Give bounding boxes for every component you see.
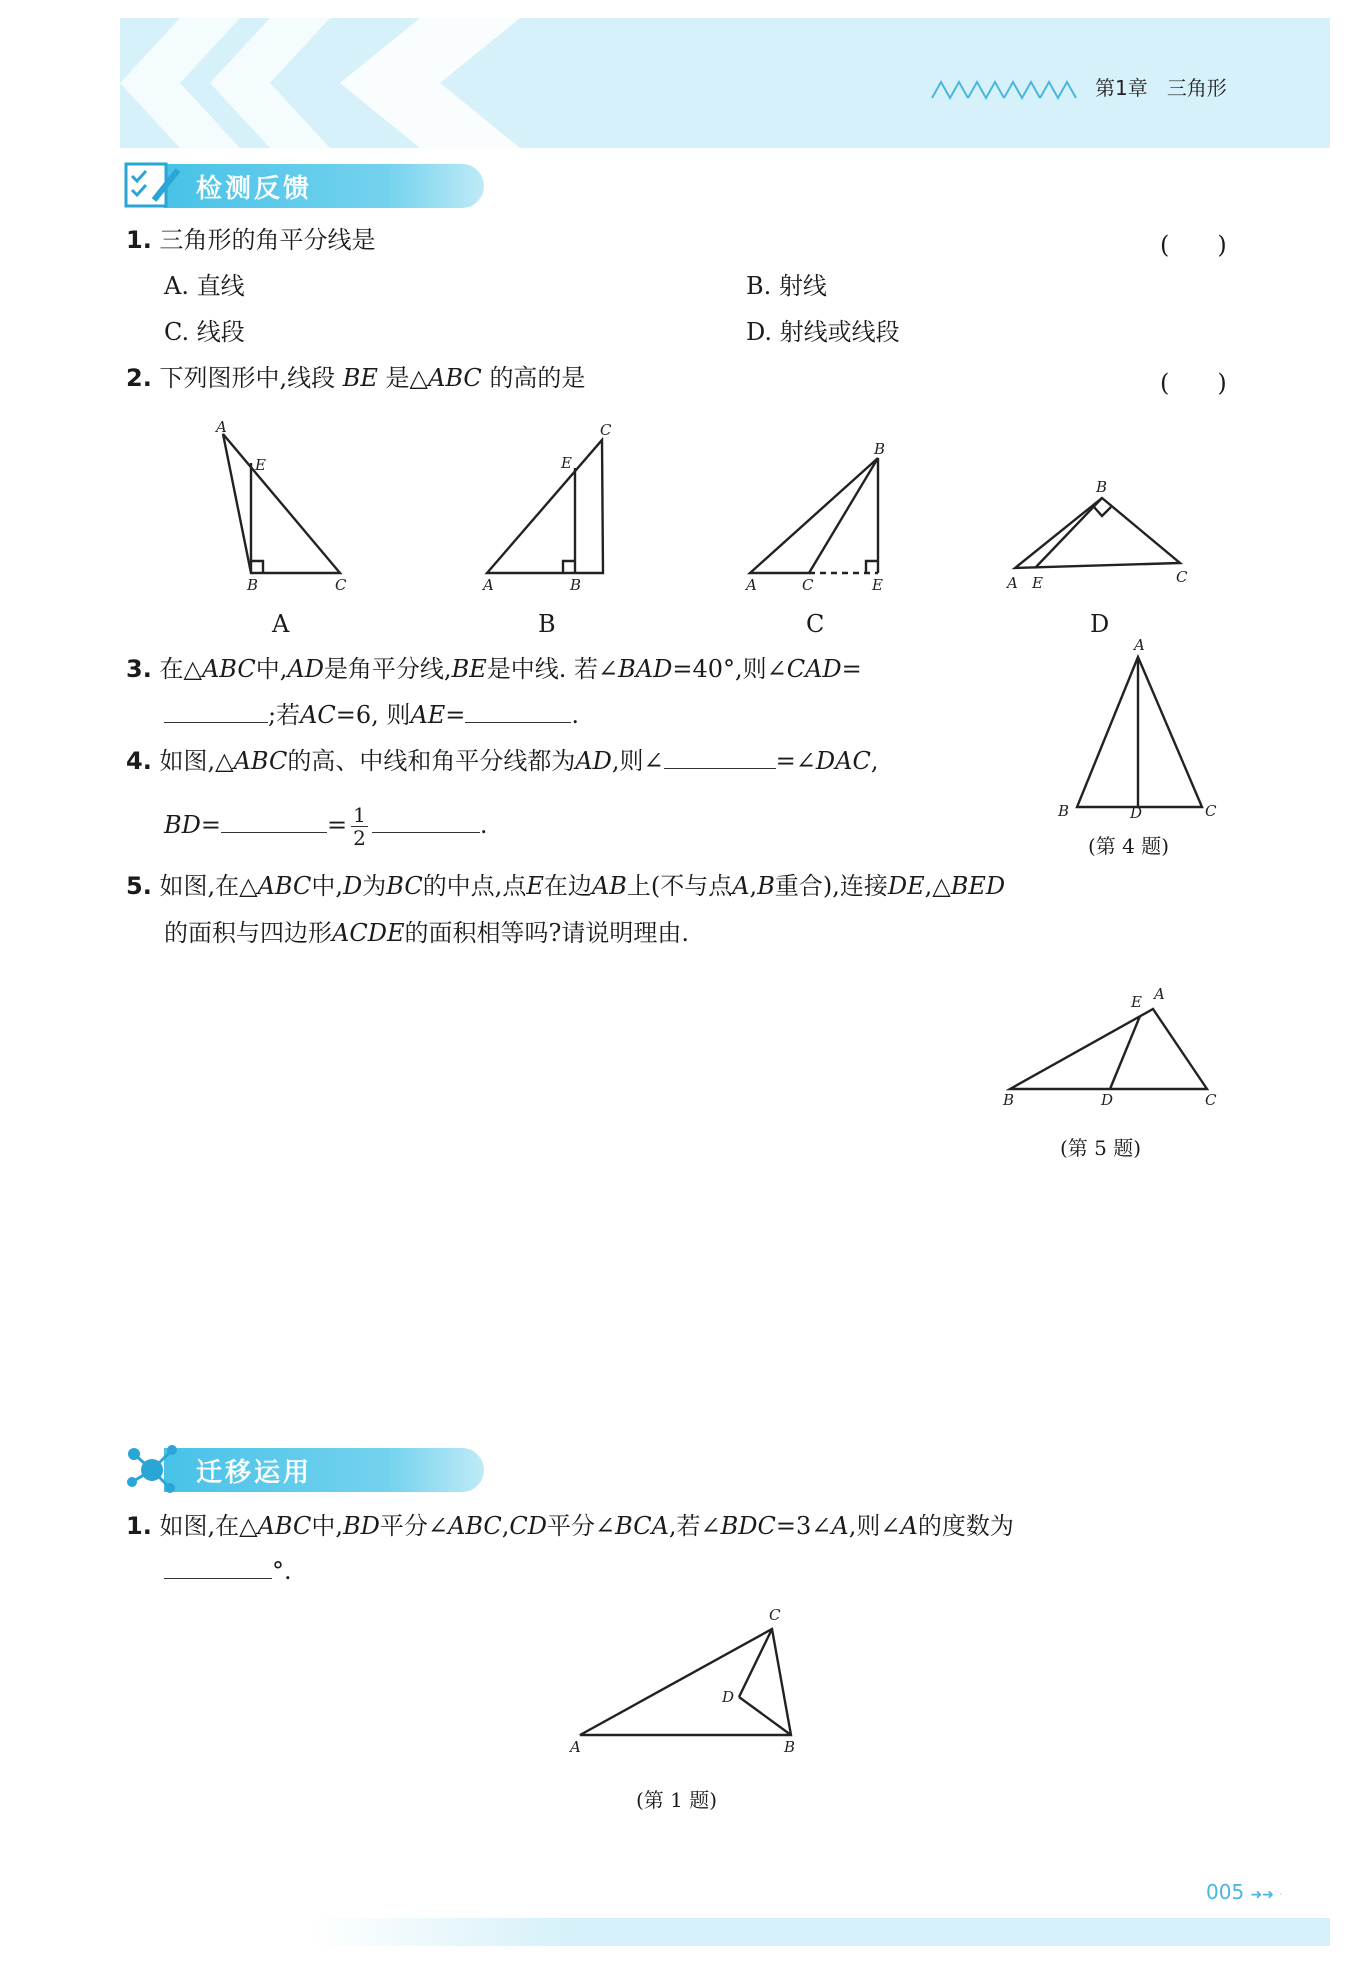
label-e: E	[1131, 993, 1142, 1011]
math: AB	[591, 872, 627, 900]
q2-figures	[150, 410, 1250, 640]
answer-blank[interactable]	[164, 1556, 272, 1579]
text: 是角平分线,	[323, 655, 452, 683]
math: BE	[451, 655, 487, 683]
math: AD	[287, 655, 324, 683]
label-e: E	[255, 456, 266, 474]
text: =3∠	[775, 1512, 832, 1540]
math: BED	[950, 872, 1006, 900]
question-4-line1	[126, 746, 878, 776]
math: BAD	[618, 655, 673, 683]
label-e: E	[561, 454, 572, 472]
text: 的度数为	[917, 1512, 1014, 1540]
answer-blank[interactable]	[664, 746, 776, 769]
math: BCA	[615, 1512, 669, 1540]
label-a: A	[1134, 636, 1145, 654]
page-number	[1206, 1880, 1283, 1904]
math: ABC	[201, 655, 256, 683]
text: ,	[501, 1512, 510, 1540]
text: ,	[870, 747, 879, 775]
label-c: C	[802, 576, 814, 594]
question-1	[126, 225, 375, 255]
text: ,则∠	[611, 747, 664, 775]
question-number: 1.	[126, 226, 152, 254]
label-e: E	[1032, 574, 1043, 592]
q4-caption: (第 4 题)	[1088, 834, 1170, 858]
label-b: B	[1058, 802, 1070, 820]
math: BC	[386, 872, 423, 900]
question-number: 4.	[126, 747, 152, 775]
answer-blank[interactable]	[221, 810, 327, 833]
text: 的面积与四边形	[164, 919, 332, 947]
text: 重合),连接	[774, 872, 888, 900]
fraction-one-half	[351, 804, 368, 849]
text: 如图,△	[159, 747, 234, 775]
footer-band	[310, 1918, 1330, 1946]
text: =	[200, 811, 221, 839]
chapter-number: 第1章	[1095, 76, 1148, 100]
text: 中,	[311, 872, 343, 900]
question-text: 三角形的角平分线是	[159, 226, 376, 254]
text: 的高、中线和角平分线都为	[287, 747, 576, 775]
label-a: A	[1154, 985, 1165, 1003]
label-c: C	[335, 576, 347, 594]
chapter-title: 三角形	[1166, 76, 1227, 100]
text: 在△	[159, 655, 202, 683]
math: DAC	[815, 747, 871, 775]
question-number: 2.	[126, 364, 152, 392]
text: 平分∠	[547, 1512, 616, 1540]
answer-paren: ( )	[1160, 231, 1227, 259]
label-b: B	[784, 1738, 796, 1756]
answer-paren: ( )	[1160, 369, 1227, 397]
label-c: C	[1176, 568, 1188, 586]
question-5-line2	[164, 918, 689, 948]
text: 的面积相等吗?请说明理由.	[404, 919, 689, 947]
question-4-line2	[164, 804, 487, 849]
math: A	[900, 1512, 918, 1540]
text: ;若	[268, 701, 301, 729]
label-a: A	[746, 576, 757, 594]
question-number: 3.	[126, 655, 152, 683]
label-c: C	[1205, 1091, 1217, 1105]
math: ABC	[257, 1512, 312, 1540]
math: AD	[575, 747, 612, 775]
choice-label-a: A	[272, 610, 290, 638]
text: ,若∠	[668, 1512, 721, 1540]
text: 为	[362, 872, 387, 900]
dot-decoration-icon: ·	[1274, 1887, 1283, 1903]
text: =	[327, 811, 348, 839]
question-5-line1	[126, 871, 1005, 901]
text: =	[841, 655, 862, 683]
transfer-q1-figure	[565, 1600, 825, 1760]
label-b: B	[1003, 1091, 1015, 1105]
label-d: D	[1130, 804, 1143, 820]
math: D	[342, 872, 363, 900]
option-b: B. 射线	[746, 272, 827, 300]
math: BDC	[720, 1512, 776, 1540]
math: A	[831, 1512, 849, 1540]
text: ,	[749, 872, 758, 900]
text: 中,	[255, 655, 288, 683]
question-2	[126, 363, 585, 393]
fraction-denominator: 2	[353, 826, 366, 850]
math: DE	[887, 872, 925, 900]
text: °.	[272, 1557, 292, 1585]
math: ABC	[428, 364, 482, 392]
text: 的中点,点	[422, 872, 527, 900]
question-number: 1.	[126, 1512, 152, 1540]
math: B	[757, 872, 775, 900]
transfer-q1-caption: (第 1 题)	[636, 1788, 718, 1812]
choice-label-d: D	[1090, 610, 1110, 638]
text: 如图,在△	[159, 1512, 258, 1540]
text: 中,	[311, 1512, 343, 1540]
math: BD	[164, 811, 201, 839]
choice-label-c: C	[806, 610, 825, 638]
q5-caption: (第 5 题)	[1060, 1136, 1142, 1160]
molecule-icon	[124, 1442, 184, 1496]
text: 是中线. 若∠	[486, 655, 619, 683]
section-title: 检测反馈	[196, 174, 313, 204]
text: =∠	[775, 747, 816, 775]
triangle-decoration-icon	[930, 78, 1080, 100]
chapter-header	[1095, 72, 1227, 101]
math: ABC	[233, 747, 288, 775]
label-b: B	[874, 440, 886, 458]
label-e: E	[872, 576, 883, 594]
text: ,则∠	[848, 1512, 901, 1540]
text: .	[479, 811, 488, 839]
question-3-line1	[126, 654, 862, 684]
text: 是△	[385, 364, 429, 392]
label-c: C	[769, 1606, 781, 1624]
option-d: D. 射线或线段	[746, 318, 900, 346]
math: AC	[300, 701, 336, 729]
math: CD	[509, 1512, 548, 1540]
math: CAD	[786, 655, 842, 683]
question-number: 5.	[126, 872, 152, 900]
text: ,△	[924, 872, 951, 900]
answer-blank[interactable]	[465, 700, 571, 723]
label-a: A	[483, 576, 494, 594]
math: ACDE	[332, 919, 405, 947]
transfer-question-1-line2	[164, 1556, 292, 1586]
text: 平分∠	[379, 1512, 448, 1540]
text: =40°,则∠	[672, 655, 787, 683]
q5-figure	[1000, 985, 1220, 1105]
answer-blank[interactable]	[164, 700, 268, 723]
label-b: B	[570, 576, 582, 594]
text: 上(不与点	[626, 872, 733, 900]
math: ABC	[447, 1512, 502, 1540]
section-banner-transfer-application	[124, 1448, 504, 1492]
choice-label-b: B	[538, 610, 556, 638]
label-b: B	[247, 576, 259, 594]
math: E	[526, 872, 544, 900]
option-c: C. 线段	[164, 318, 245, 346]
page-number-text: 005	[1206, 1880, 1245, 1904]
section-title: 迁移运用	[196, 1458, 313, 1488]
label-c: C	[1205, 802, 1217, 820]
answer-blank[interactable]	[372, 810, 480, 833]
label-a: A	[216, 418, 227, 436]
text: .	[571, 701, 580, 729]
label-d: D	[1101, 1091, 1114, 1105]
math: BD	[342, 1512, 380, 1540]
math: A	[732, 872, 750, 900]
fraction-numerator: 1	[353, 803, 366, 827]
text: =	[445, 701, 466, 729]
text: 如图,在△	[159, 872, 258, 900]
text: 在边	[543, 872, 592, 900]
question-3-line2	[164, 700, 579, 730]
label-a: A	[1007, 574, 1018, 592]
option-a: A. 直线	[164, 272, 245, 300]
text: 的高的是	[489, 364, 586, 392]
transfer-question-1-line1	[126, 1511, 1014, 1541]
text: 下列图形中,线段	[159, 364, 336, 392]
section-banner-check-feedback	[124, 164, 504, 208]
label-b: B	[1096, 478, 1108, 496]
math: AE	[410, 701, 446, 729]
math: ABC	[257, 872, 312, 900]
q4-figure	[1050, 630, 1230, 820]
label-c: C	[600, 421, 612, 439]
label-a: A	[570, 1738, 581, 1756]
math: BE	[342, 364, 378, 392]
label-d: D	[722, 1688, 735, 1706]
text: =6, 则	[335, 701, 411, 729]
checklist-icon	[124, 160, 184, 210]
arrow-right-icon: ➜➜	[1250, 1887, 1275, 1903]
chevron-decoration	[120, 18, 640, 148]
